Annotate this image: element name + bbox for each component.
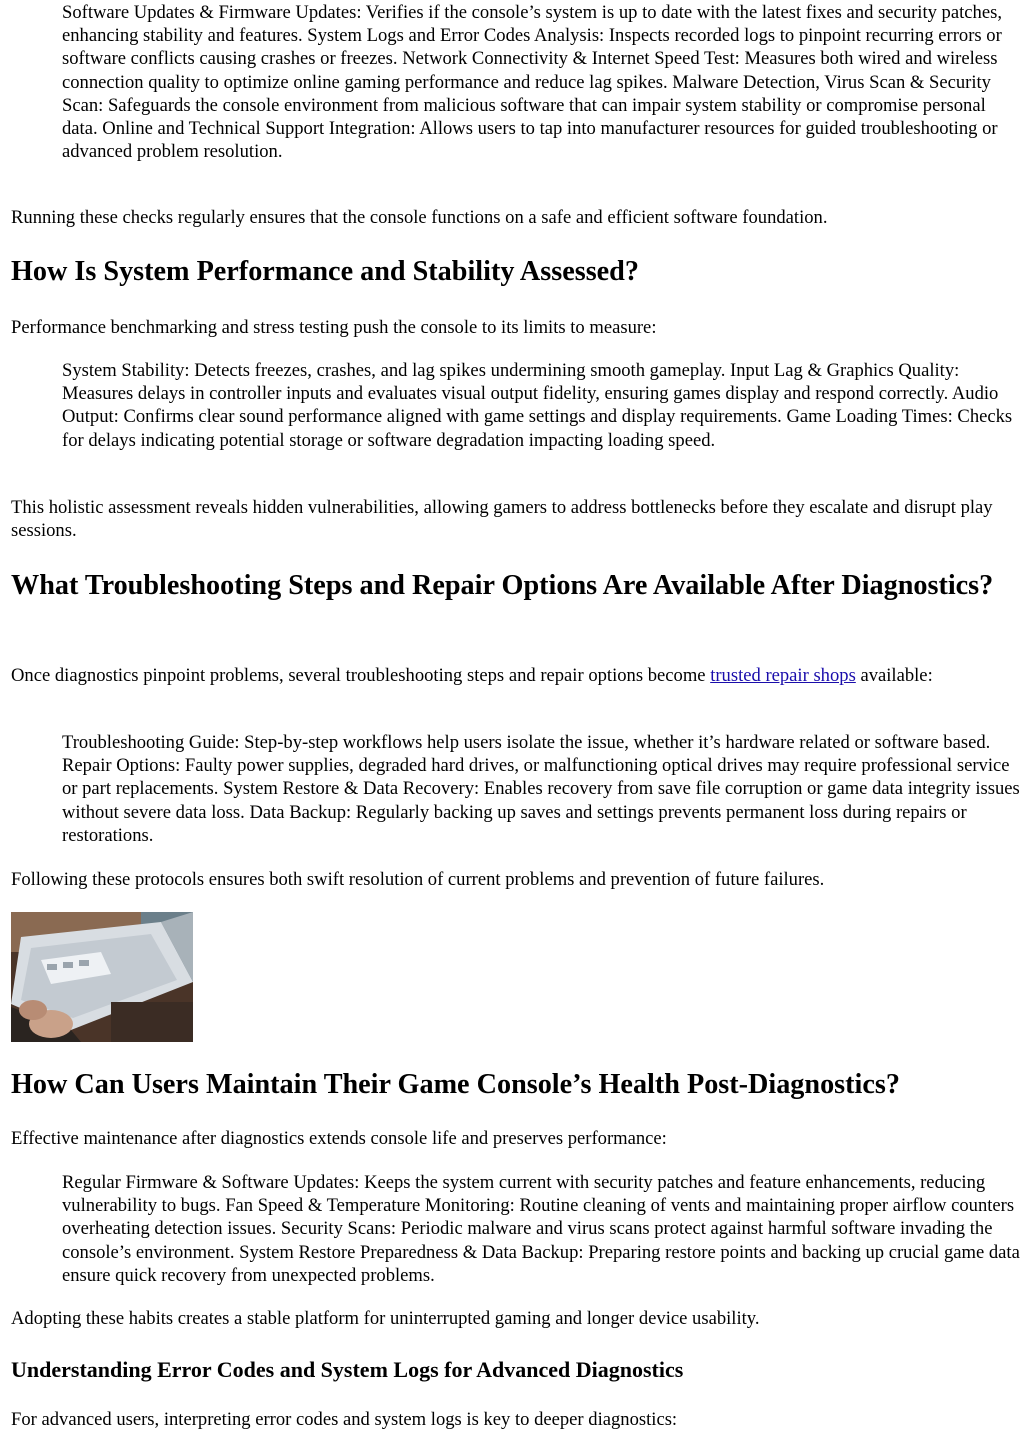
paragraph-benchmarking-intro: Performance benchmarking and stress testing push the console to its limits to measure: xyxy=(11,317,657,338)
paragraph-holistic-assessment: This holistic assessment reveals hidden vulnerabilities, allowing gamers to address bottlenecks before they escalate and disrupt play sessions. xyxy=(11,497,993,542)
diagnostic-checks-list: Software Updates & Firmware Updates: Verifies if the console’s system is up to date with the latest fixes and security patches, enhancing stability and features. System Logs and Error Codes Analysis: Inspects recorded logs to pinpoint recurring errors or software conflicts causing crashes or freezes. Network Connectivity & Internet Speed Test: Measures both wired and wireless connection quality to optimize online gaming performance and reduce lag spikes. Malware Detection, Virus Scan & Security Scan: Safeguards the console environment from malicious software that can impair system stability or compromise personal data. Online and Technical Support Integration: Allows users to tap into manufacturer resources for guided troubleshooting or advanced problem resolution. xyxy=(62,2,1002,163)
paragraph-maintenance-intro: Effective maintenance after diagnostics extends console life and preserves performance: xyxy=(11,1128,667,1149)
heading-troubleshooting-repair: What Troubleshooting Steps and Repair Options Are Available After Diagnostics? xyxy=(11,570,994,601)
heading-performance-stability: How Is System Performance and Stability Assessed? xyxy=(11,256,639,287)
repair-options-list: Troubleshooting Guide: Step-by-step workflows help users isolate the issue, whether it’s hardware related or software based. Repair Options: Faulty power supplies, degraded hard drives, or malfunctioning optical drives may require professional service or part replacements. System Restore & Data Recovery: Enables recovery from save file corruption or game data integrity issues without severe data loss. Data Backup: Regularly backing up saves and settings prevents permanent loss during repairs or restorations. xyxy=(62,732,1020,846)
maintenance-habits-list: Regular Firmware & Software Updates: Keeps the system current with security patches and feature enhancements, reducing vulnerability to bugs. Fan Speed & Temperature Monitoring: Routine cleaning of vents and maintaining proper airflow counters overheating detection issues. Security Scans: Periodic malware and virus scans protect against harmful software invading the console’s environment. System Restore Preparedness & Data Backup: Preparing restore points and backing up crucial game data ensure quick recovery from unexpected problems. xyxy=(62,1172,1020,1286)
performance-measures-list: System Stability: Detects freezes, crashes, and lag spikes undermining smooth gameplay. Input Lag & Graphics Quality: Measures delays in controller inputs and evaluates visual output fidelity, ensuring games display and respond correctly. Audio Output: Confirms clear sound performance aligned with game settings and display requirements. Game Loading Times: Checks for delays indicating potential storage or software degradation impacting loading speed. xyxy=(62,360,1013,451)
paragraph-checks-summary: Running these checks regularly ensures that the console functions on a safe and efficient software foundation. xyxy=(11,207,828,228)
paragraph-protocols-summary: Following these protocols ensures both swift resolution of current problems and prevention of future failures. xyxy=(11,869,825,890)
trusted-repair-shops-link[interactable]: trusted repair shops xyxy=(710,665,856,686)
paragraph-advanced-users: For advanced users, interpreting error codes and system logs is key to deeper diagnostics: xyxy=(11,1409,678,1430)
paragraph-habits-summary: Adopting these habits creates a stable platform for uninterrupted gaming and longer device usability. xyxy=(11,1308,760,1329)
paragraph-troubleshooting-intro xyxy=(11,664,1011,687)
heading-maintain-console-health: How Can Users Maintain Their Game Console’s Health Post-Diagnostics? xyxy=(11,1069,900,1100)
console-repair-photo xyxy=(11,912,193,1042)
paragraph-troubleshooting-text-start: Once diagnostics pinpoint problems, several troubleshooting steps and repair options become xyxy=(11,665,711,686)
paragraph-troubleshooting-text-end: available: xyxy=(855,665,933,686)
heading-error-codes-logs: Understanding Error Codes and System Logs for Advanced Diagnostics xyxy=(11,1357,684,1382)
